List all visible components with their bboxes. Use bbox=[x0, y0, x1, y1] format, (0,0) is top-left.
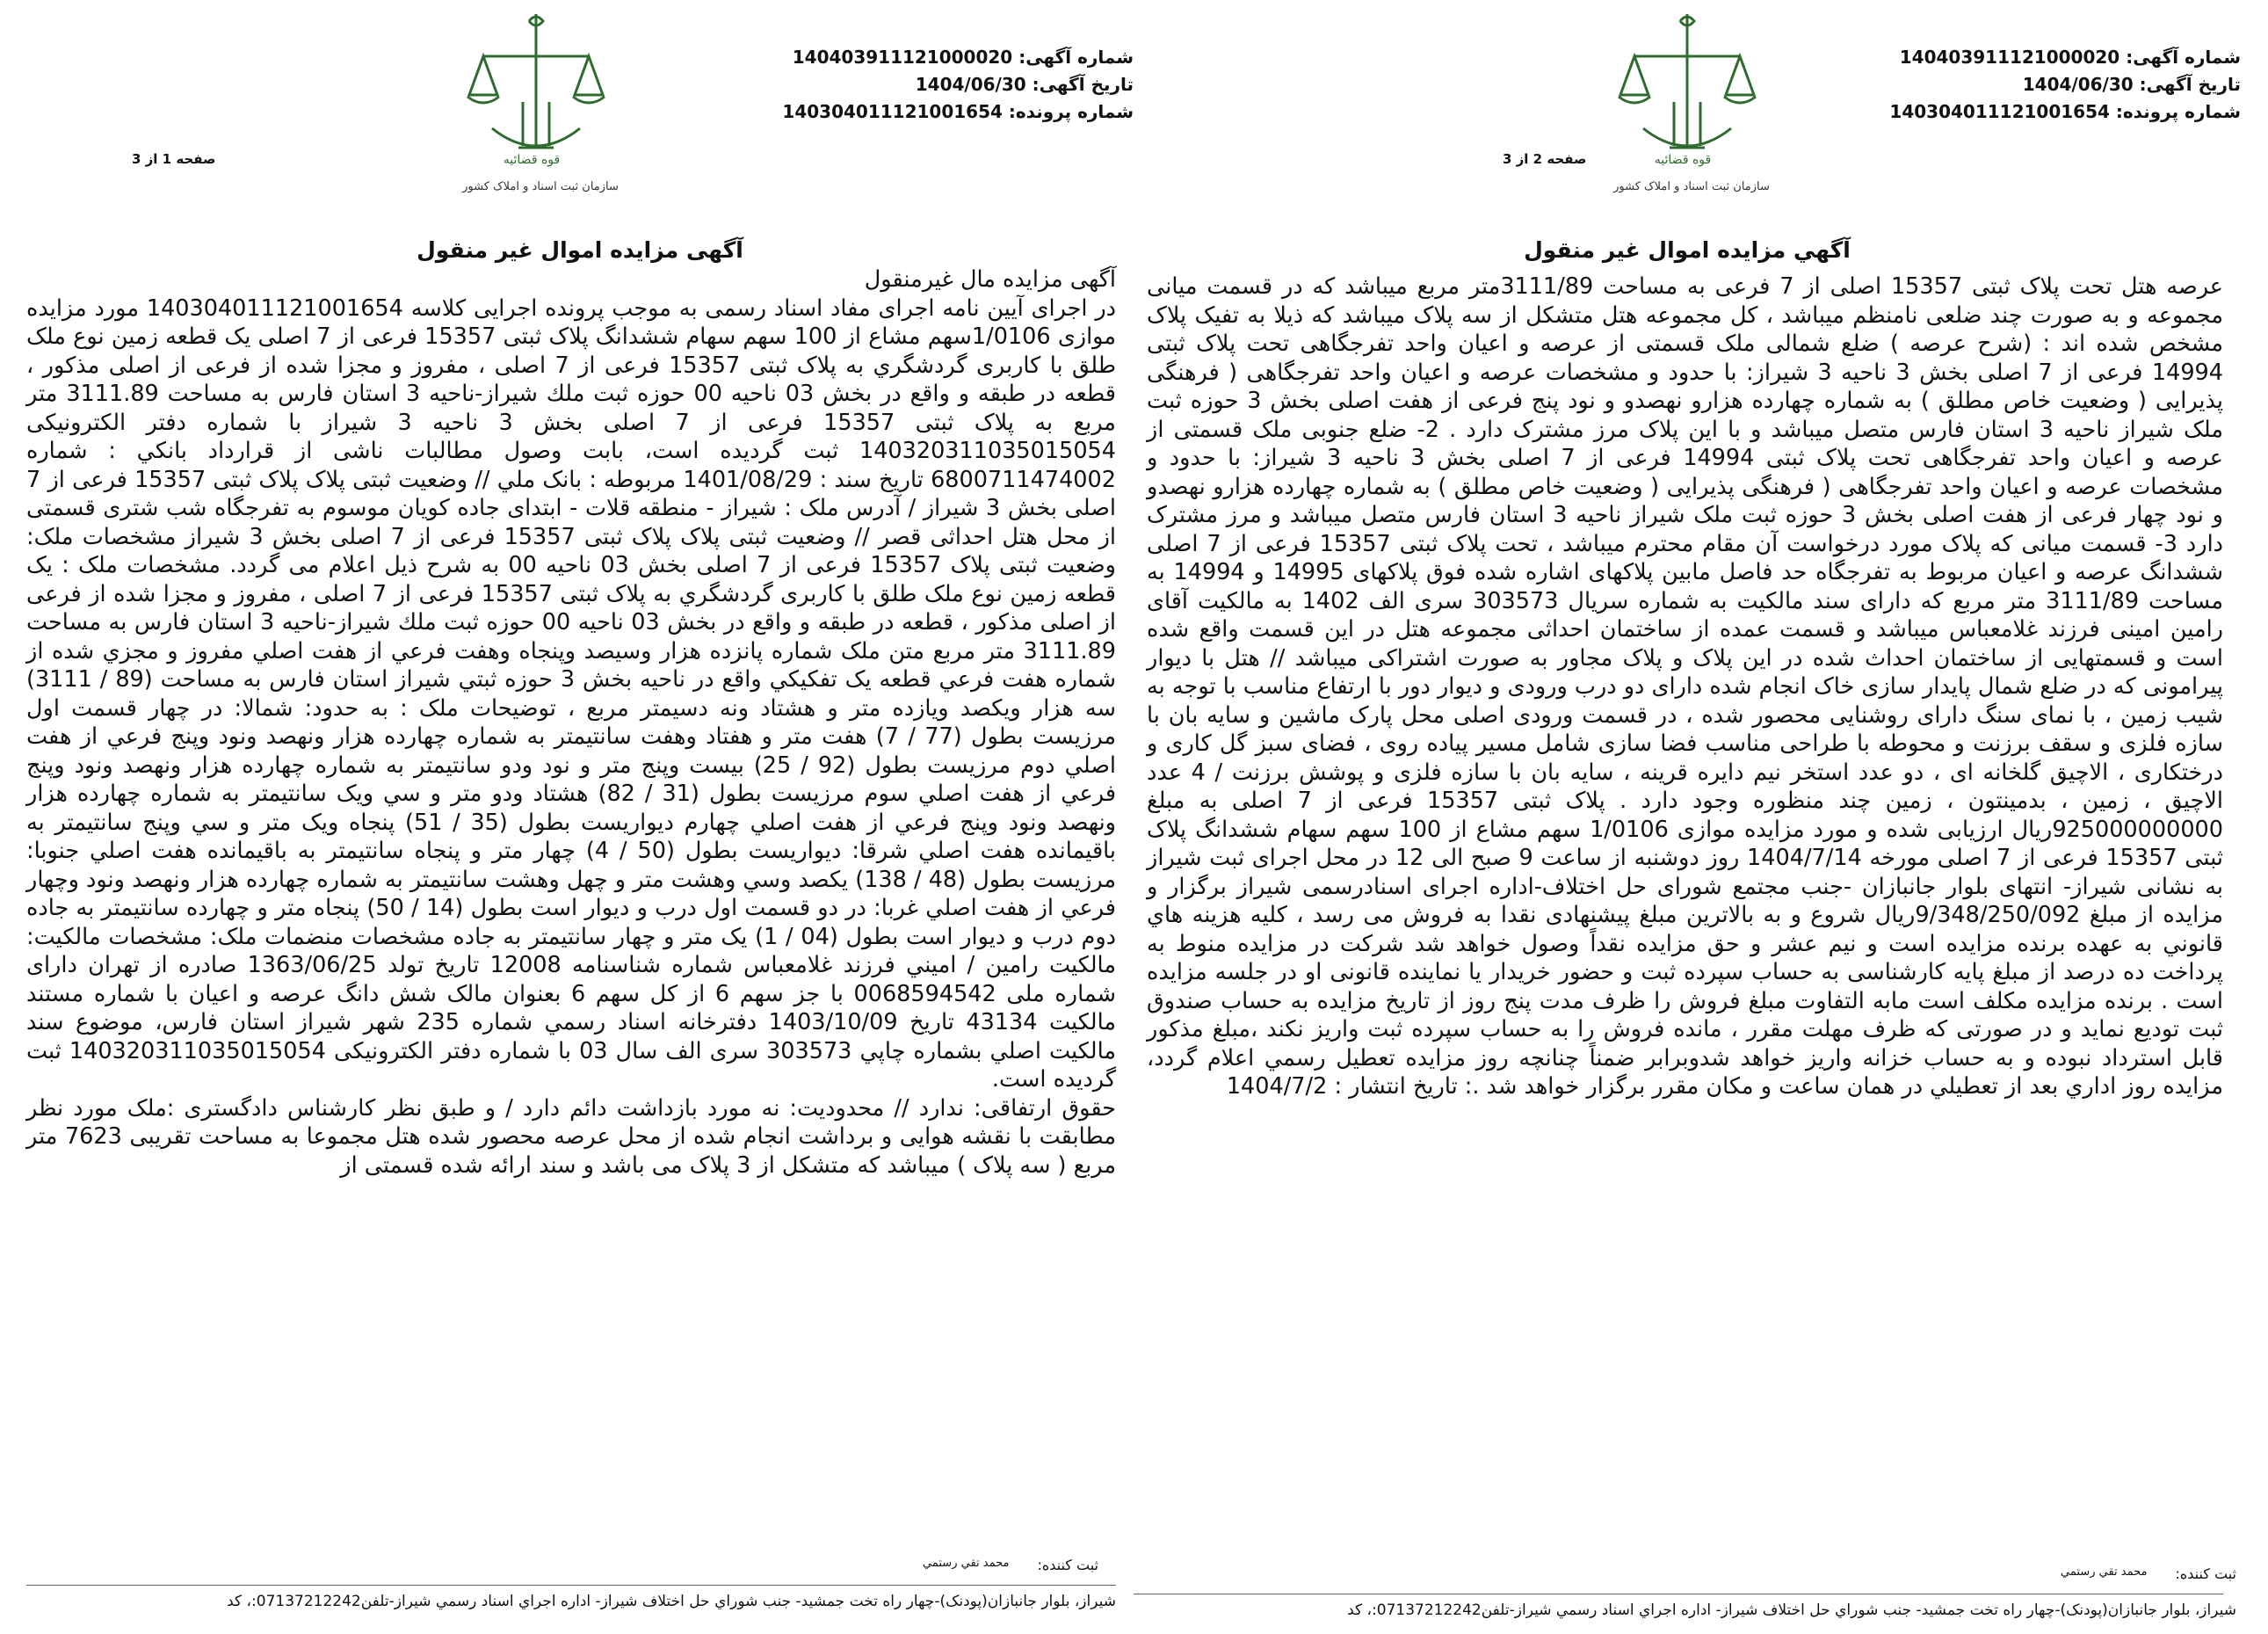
page-title: آگهي مزایده اموال غیر منقول bbox=[1524, 237, 1851, 263]
ad-number-label: شماره آگهی: bbox=[2126, 47, 2241, 68]
ad-number-row bbox=[764, 44, 1134, 71]
registrar-signature bbox=[2061, 1565, 2236, 1582]
emblem-text-top: قوه قضائیه bbox=[503, 153, 561, 167]
page-number: صفحه 1 از 3 bbox=[132, 151, 216, 167]
ad-meta bbox=[1872, 44, 2241, 126]
case-number-row bbox=[1872, 98, 2241, 126]
registrar-signature bbox=[923, 1557, 1098, 1573]
registrar-name: محمد تقي رستمي bbox=[923, 1557, 1010, 1570]
ad-meta bbox=[764, 44, 1134, 126]
ad-number-row bbox=[1872, 44, 2241, 71]
ad-number: 140403911121000020 bbox=[1899, 47, 2120, 68]
case-number: 140304011121001654 bbox=[1889, 101, 2110, 122]
footer-address: شیراز، بلوار جانبازان(پودنک)-چهار راه تخت جمشید- جنب شوراي حل اختلاف شیراز- اداره اجراي اسناد رسمي شیراز-تلفن07137212242:، کد bbox=[1347, 1601, 2236, 1619]
ad-date-label: تاریخ آگهی: bbox=[1032, 74, 1134, 95]
ad-date: 1404/06/30 bbox=[2022, 74, 2134, 95]
body-paragraph: حقوق ارتفاقی: ندارد // محدودیت: نه مورد بازداشت دائم دارد / و طبق نظر کارشناس دادگستری :ملک مورد نظر مطابقت با نقشه هوایی و برداشت انجام شده از محل عرصه محصور شده هتل مجموعا به مساحت تقریبی 7623 متر مربع ( سه پلاک ) میباشد که متشکل از 3 پلاک می باشد و سند ارائه شده قسمتی از bbox=[26, 1094, 1116, 1179]
registrar-name: محمد تقي رستمي bbox=[2061, 1565, 2148, 1579]
announcement-body bbox=[26, 265, 1116, 1180]
body-paragraph: در اجرای آیین نامه اجرای مفاد اسناد رسمی به موجب پرونده اجرایی کلاسه 140304011121001654 مورد مزایده موازی 1/0106سهم مشاع از 100 سهم سهام ششدانگ پلاک ثبتی 15357 فرعی از 7 اصلی یک قطعه زمین نوع ملک طلق با کاربری گردشگري به پلاک ثبتی 15357 فرعی از 7 اصلی ، مفروز و مجزا شده از فرعی از اصلی مذکور ، قطعه در طبقه و واقع در بخش 03 ناحیه 00 حوزه ثبت ملك شیراز-ناحیه 3 استان فارس به مساحت 3111.89 متر مربع به پلاک ثبتی 15357 فرعی از 7 اصلی بخش 3 ناحیه 3 شیراز با شماره دفتر الکترونیکی 140320311035015054 ثبت گردیده است، بابت وصول مطالبات ناشی از قرارداد بانکي : شماره 6800711474002 تاریخ سند : 1401/08/29 مربوطه : بانک ملي // وضعیت ثبتی پلاک پلاک ثبتی 15357 فرعی از 7 اصلی بخش 3 شیراز / آدرس ملک : شیراز - منطقه قلات - ابتدای جاده کویان موسوم به تفرجگاه شب شتری قسمتی از محل هتل احداثی قصر // وضعیت ثبتی پلاک پلاک ثبتی 15357 فرعی از 7 اصلی بخش 3 شیراز مشخصات ملک: وضعیت ثبتی پلاک 15357 فرعی از 7 اصلی بخش 03 ناحیه 00 به شرح ذیل اعلام می گردد. مشخصات ملک : یک قطعه زمین نوع ملک طلق با کاربری گردشگري به پلاک ثبتی 15357 فرعی از 7 اصلی ، مفروز و مجزا شده از فرعی از اصلی مذکور ، قطعه در طبقه و واقع در بخش 03 ناحیه 00 حوزه ثبت ملك شیراز-ناحیه 3 استان فارس به مساحت 3111.89 متر مربع متن ملک شماره پانزده هزار وسیصد وپنجاه وهفت فرعي از هفت اصلي مفروز و مجزي شده از شماره هفت فرعي قطعه یک تفکیکي واقع در ناحیه بخش 3 حوزه ثبتي شیراز استان فارس به مساحت (89 / 3111) سه هزار ویکصد ویازده متر و هشتاد ونه دسیمتر مربع ، توضیحات ملک : به حدود: شمالا: در چهار قسمت اول مرزیست بطول (77 / 7) هفت متر و هفتاد وهفت سانتیمتر به شماره چهارده هزار ونهصد ونود وپنج فرعي از هفت اصلي دوم مرزیست بطول (92 / 25) بیست وپنج متر و نود ودو سانتیمتر به شماره چهارده هزار ونهصد ونود وپنج فرعي از هفت اصلي سوم مرزیست بطول (31 / 82) هشتاد ودو متر و سي ویک سانتیمتر به شماره چهارده هزار ونهصد ونود وپنج فرعي از هفت اصلي چهارم دیواریست بطول (35 / 51) پنجاه ویک متر و سي وپنج سانتیمتر به باقیمانده هفت اصلي شرقا: دیواریست بطول (50 / 4) چهار متر و پنجاه سانتیمتر به باقیمانده هفت اصلي جنوبا: مرزیست بطول (48 / 138) یکصد وسي وهشت متر و چهل وهشت سانتیمتر به شماره چهارده هزار ونهصد ونود وچهار فرعي از هفت اصلي غربا: در دو قسمت اول درب و دیوار است بطول (14 / 50) پنجاه متر و چهارده سانتیمتر به جاده دوم درب و دیوار است بطول (04 / 1) یک متر و چهار سانتیمتر به جاده مشخصات منضمات ملک: مشخصات مالکیت: مالکیت رامین / امیني فرزند غلامعباس شماره شناسنامه 12008 تاریخ تولد 1363/06/25 صادره از تهران دارای شماره ملی 0068594542 با جز سهم 6 از کل سهم 6 بعنوان مالک شش دانگ عرصه و اعیان با شماره مستند مالکیت 43134 تاریخ 1403/10/09 دفترخانه اسناد رسمي شماره 235 شهر شیراز استان فارس، موضوع سند مالکیت اصلي بشماره چاپي 303573 سری الف سال 03 با شماره دفتر الکترونیکی 140320311035015054 ثبت گردیده است. bbox=[26, 294, 1117, 1093]
case-number-row bbox=[764, 98, 1134, 126]
emblem-text-bottom: سازمان ثبت اسناد و املاک کشور bbox=[462, 180, 619, 193]
ad-date-row bbox=[1872, 71, 2241, 98]
emblem-text-top: قوه قضائیه bbox=[1654, 153, 1712, 167]
registrar-label: ثبت کننده: bbox=[2175, 1565, 2236, 1582]
footer-divider bbox=[26, 1585, 1116, 1586]
announcement-body bbox=[1147, 272, 2223, 1101]
case-number-label: شماره پرونده: bbox=[1008, 101, 1134, 122]
page-number: صفحه 2 از 3 bbox=[1503, 151, 1587, 167]
judiciary-emblem-icon bbox=[448, 5, 624, 199]
ad-date-label: تاریخ آگهی: bbox=[2139, 74, 2241, 95]
ad-date-row bbox=[764, 71, 1134, 98]
ad-number-label: شماره آگهی: bbox=[1018, 47, 1134, 68]
ad-date: 1404/06/30 bbox=[915, 74, 1026, 95]
ad-number: 140403911121000020 bbox=[792, 47, 1013, 68]
registrar-label: ثبت کننده: bbox=[1037, 1557, 1098, 1573]
case-number: 140304011121001654 bbox=[782, 101, 1003, 122]
case-number-label: شماره پرونده: bbox=[2115, 101, 2241, 122]
page-title: آگهی مزایده اموال غیر منقول bbox=[417, 237, 743, 263]
judiciary-emblem-icon bbox=[1599, 5, 1775, 199]
body-paragraph: آگهی مزایده مال غیرمنقول bbox=[864, 266, 1116, 293]
announcement-page-2 bbox=[1134, 0, 2241, 1634]
footer-address: شیراز، بلوار جانبازان(پودنک)-چهار راه تخت جمشید- جنب شوراي حل اختلاف شیراز- اداره اجراي اسناد رسمي شیراز-تلفن07137212242:، کد bbox=[227, 1593, 1116, 1610]
body-paragraph: عرصه هتل تحت پلاک ثبتی 15357 اصلی از 7 فرعی به مساحت 3111/89متر مربع میباشد که در قسمت میانی مجموعه و به صورت چند ضلعی نامنظم میباشد ، کل مجموعه هتل متشکل از سه پلاک میباشد که ذیلا به تفیک پلاک مشخص شده اند : (شرح عرصه ) ضلع شمالی ملک قسمتی از عرصه و اعیان واحد تفرجگاهی تحت پلاک ثبتی 14994 فرعی از 7 اصلی بخش 3 ناحیه 3 شیراز: با حدود و مشخصات عرصه و اعیان واحد تفرجگاهی ( فرهنگی پذیرایی ( وضعیت خاص مطلق ) به شماره چهارده هزارو نهصدو و نود پنج فرعی از هفت اصلی بخش 3 حوزه ثبت ملک شیراز ناحیه 3 استان فارس متصل میباشد و با این پلاک مرز مشترک دارد . 2- ضلع جنوبی ملک قسمتی از عرصه و اعیان واحد تفرجگاهی تحت پلاک ثبتی 14994 فرعی از 7 اصلی بخش 3 ناحیه 3 شیراز: با حدود و مشخصات عرصه و اعیان واحد تفرجگاهی ( فرهنگی پذیرایی ( وضعیت خاص مطلق ) به شماره چهارده هزارو نهصدو و نود چهار فرعی از هفت اصلی بخش 3 حوزه ثبت ملک شیراز ناحیه 3 استان فارس متصل میباشد و مرز مشترک دارد 3- قسمت میانی که پلاک مورد درخواست آن مقام محترم میباشد ، تحت پلاک ثبتی 15357 فرعی از 7 اصلی ششدانگ عرصه و اعیان مربوط به تفرجگاه حد فاصل مابین پلاکهای اشاره شده فوق پلاکهای 14995 و 14994 به مساحت 3111/89 متر مربع که دارای سند مالکیت به شماره سریال 303573 سری الف 1402 به مالکیت آقای رامین امینی فرزند غلامعباس میباشد و قسمت عمده از ساختمان احداثی مجموعه هتل در این قسمت واقع شده است و قسمتهایی از ساختمان احداث شده در این پلاک و پلاک مجاور به صورت اشتراکی میباشد // هتل با دیوار پیرامونی که در ضلع شمال پایدار سازی خاک انجام شده دارای دو درب ورودی و دیوار دور با ارتفاع مناسب با توجه به شیب زمین ، با نمای سنگ دارای روشنایی محصور شده ، در قسمت ورودی اصلی محل پارک ماشین و سایه بان با سازه فلزی و سقف برزنت و محوطه با طراحی مناسب فضا سازی شامل مسیر پیاده روی ، فضای سبز گل کاری و درختکاری ، الاچیق گلخانه ای ، دو عدد استخر نیم دایره قرینه ، سایه بان با سازه فلزی و پوشش برزنت / 4 عدد الاچیق ، زمین ، بدمینتون ، زمین چند منظوره وجود دارد . پلاک ثبتی 15357 فرعی از 7 اصلی به مبلغ 925000000000ریال ارزیابی شده و مورد مزایده موازی 1/0106 سهم مشاع از 100 سهم سهام ششدانگ پلاک ثبتی 15357 فرعی از 7 اصلی مورخه 1404/7/14 روز دوشنبه از ساعت 9 صبح الی 12 در محل اجرای ثبت شیراز به نشانی شیراز- انتهای بلوار جانبازان -جنب مجتمع شورای حل اختلاف-اداره اجرای اسنادرسمی شیراز برگزار و مزایده از مبلغ 9/348/250/092ریال شروع و به بالاترین مبلغ پیشنهادی نقدا به فروش می رسد ، کلیه هزینه هاي قانوني به عهده برنده مزایده است و نیم عشر و حق مزایده نقداً وصول خواهد شد شرکت در مزایده منوط به پرداخت ده درصد از مبلغ پایه کارشناسی به حساب سپرده ثبت و حضور خریدار یا نماینده قانونی او در جلسه مزایده است . برنده مزایده مکلف است مابه التفاوت مبلغ فروش را ظرف مدت پنج روز از تاریخ مزایده به حساب صندوق ثبت تودیع نماید و در صورتی که ظرف مهلت مقرر ، مانده فروش را به حساب سپرده ثبت واریز نکند ،مبلغ مذکور قابل استرداد نبوده و به حساب خزانه واریز خواهد شدوبرابر ضمناً چنانچه روز مزایده تعطیل رسمي اعلام گردد، مزایده روز اداري بعد از تعطیلي در همان ساعت و مکان مقرر برگزار خواهد شد .: تاریخ انتشار : 1404/7/2 bbox=[1147, 273, 2224, 1100]
announcement-page-1 bbox=[26, 0, 1134, 1634]
emblem-text-bottom: سازمان ثبت اسناد و املاک کشور bbox=[1613, 180, 1770, 193]
